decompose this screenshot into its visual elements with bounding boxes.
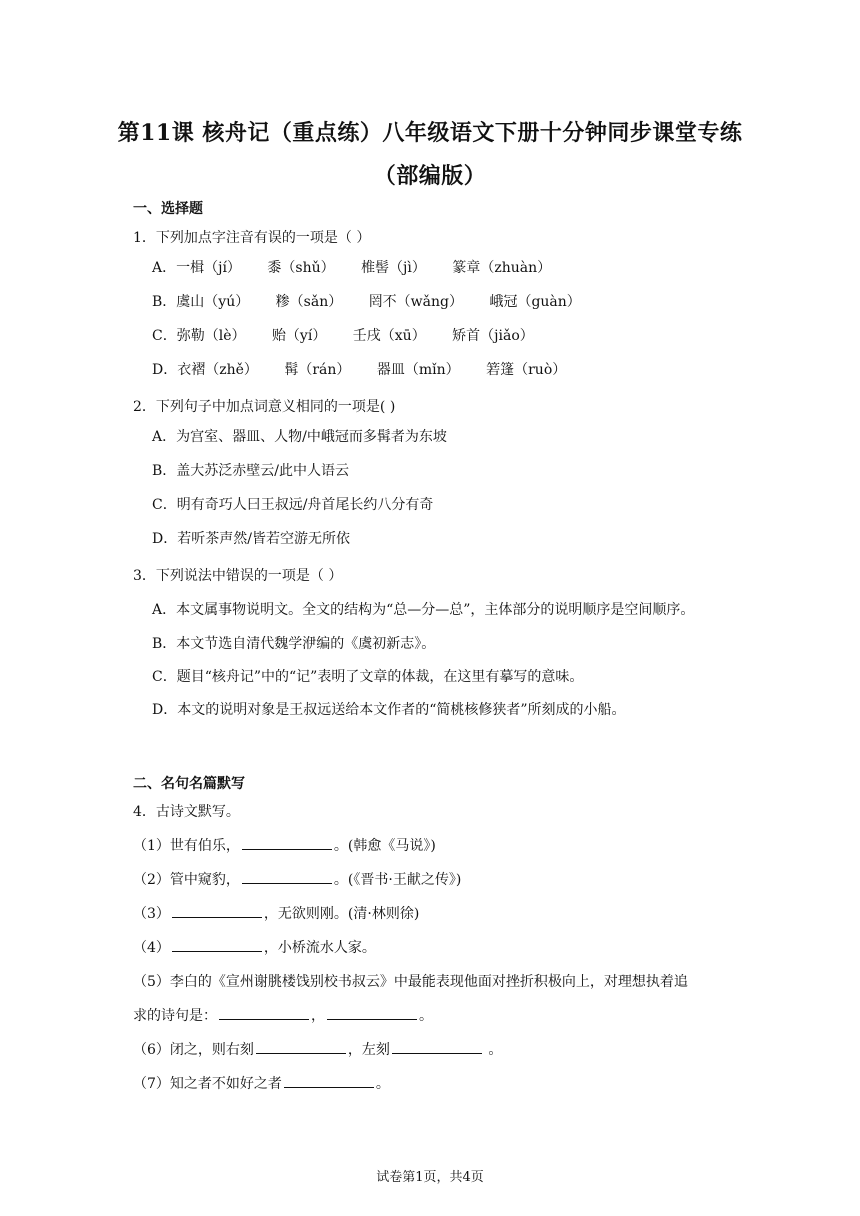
item-text: 。 xyxy=(419,1008,433,1024)
recitation-item-6 xyxy=(133,1039,502,1059)
question-1-option-b xyxy=(152,291,581,311)
item-text: （2）管中窥豹， xyxy=(133,872,240,888)
question-2-option-c: C．明有奇巧人曰王叔远/舟首尾长约八分有奇 xyxy=(152,497,434,513)
question-3-stem: 3．下列说法中错误的一项是（ ） xyxy=(133,568,343,584)
question-2-option-d: D．若听茶声然/皆若空游无所依 xyxy=(152,531,350,547)
option-part: 峨冠（guàn） xyxy=(489,294,581,310)
question-2-option-b: B．盖大苏泛赤壁云/此中人语云 xyxy=(152,463,350,479)
option-part: C．弥勒（lè） xyxy=(152,328,246,344)
option-part: 髯（rán） xyxy=(284,362,351,378)
option-part: 箬篷（ruò） xyxy=(486,362,567,378)
question-3-option-c: C．题目“核舟记”中的“记”表明了文章的体裁，在这里有摹写的意味。 xyxy=(152,669,584,685)
item-text: （1）世有伯乐， xyxy=(133,838,240,854)
item-text: （6）闭之，则右刻 xyxy=(133,1042,254,1058)
section-heading-recitation: 二、名句名篇默写 xyxy=(133,776,245,792)
item-text: 。(韩愈《马说》) xyxy=(333,838,436,854)
question-1-option-a xyxy=(152,257,551,277)
option-part: 罔不（wǎng） xyxy=(368,294,463,310)
answer-blank[interactable] xyxy=(242,882,332,884)
answer-blank[interactable] xyxy=(392,1052,482,1054)
item-text: ，左刻 xyxy=(347,1042,390,1058)
answer-blank[interactable] xyxy=(284,1086,374,1088)
question-2-stem: 2．下列句子中加点词意义相同的一项是( ) xyxy=(133,399,396,415)
item-text: （3） xyxy=(133,906,170,922)
answer-blank[interactable] xyxy=(256,1052,346,1054)
answer-blank[interactable] xyxy=(327,1018,417,1020)
question-2-option-a: A．为宫室、器皿、人物/中峨冠而多髯者为东坡 xyxy=(152,429,447,445)
option-part: 贻（yí） xyxy=(271,328,327,344)
document-subtitle: （部编版） xyxy=(373,163,487,189)
option-part: 椎髻（jì） xyxy=(361,260,426,276)
question-3-option-a: A．本文属事物说明文。全文的结构为“总—分—总”，主体部分的说明顺序是空间顺序。 xyxy=(152,602,695,618)
item-text: 。 xyxy=(483,1042,503,1058)
answer-blank[interactable] xyxy=(172,950,262,952)
question-1-option-c xyxy=(152,325,534,345)
question-3-option-b: B．本文节选自清代魏学洢编的《虞初新志》。 xyxy=(152,636,436,652)
section-heading-choice: 一、选择题 xyxy=(133,201,203,217)
option-part: 黍（shǔ） xyxy=(267,260,335,276)
item-text: 。(《晋书·王献之传》) xyxy=(333,872,462,888)
option-part: 壬戌（xū） xyxy=(352,328,426,344)
option-part: 矫首（jiǎo） xyxy=(452,328,534,344)
question-3-option-d: D．本文的说明对象是王叔远送给本文作者的“简桃核修狭者”所刻成的小船。 xyxy=(152,702,626,718)
page-footer: 试卷第1页，共4页 xyxy=(376,1170,484,1185)
question-4-stem: 4．古诗文默写。 xyxy=(133,804,240,820)
item-text: 求的诗句是： xyxy=(133,1008,217,1024)
item-text: ，无欲则刚。(清·林则徐) xyxy=(263,906,420,922)
recitation-item-1 xyxy=(133,835,436,855)
item-text: （4） xyxy=(133,940,170,956)
option-part: 篆章（zhuàn） xyxy=(452,260,552,276)
recitation-item-4 xyxy=(133,937,376,957)
item-text: ， xyxy=(311,1008,325,1024)
option-part: D．衣褶（zhě） xyxy=(152,362,258,378)
recitation-item-3 xyxy=(133,903,419,923)
option-part: 器皿（mǐn） xyxy=(376,362,460,378)
recitation-item-7 xyxy=(133,1073,390,1093)
option-part: A．一楫（jí） xyxy=(152,260,241,276)
answer-blank[interactable] xyxy=(219,1018,309,1020)
answer-blank[interactable] xyxy=(172,916,262,918)
option-part: 糁（sǎn） xyxy=(275,294,343,310)
document-title: 第11课 核舟记（重点练）八年级语文下册十分钟同步课堂专练 xyxy=(117,120,743,146)
question-1-stem: 1．下列加点字注音有误的一项是（ ） xyxy=(133,230,371,246)
option-part: B．虞山（yú） xyxy=(152,294,250,310)
recitation-item-5-line2 xyxy=(133,1005,433,1025)
item-text: （7）知之者不如好之者 xyxy=(133,1076,282,1092)
recitation-item-2 xyxy=(133,869,461,889)
answer-blank[interactable] xyxy=(242,848,332,850)
question-1-option-d xyxy=(152,359,566,379)
item-text: 。 xyxy=(375,1076,390,1092)
recitation-item-5-line1: （5）李白的《宣州谢朓楼饯别校书叔云》中最能表现他面对挫折积极向上，对理想执着追 xyxy=(133,974,688,990)
item-text: ，小桥流水人家。 xyxy=(263,940,376,956)
